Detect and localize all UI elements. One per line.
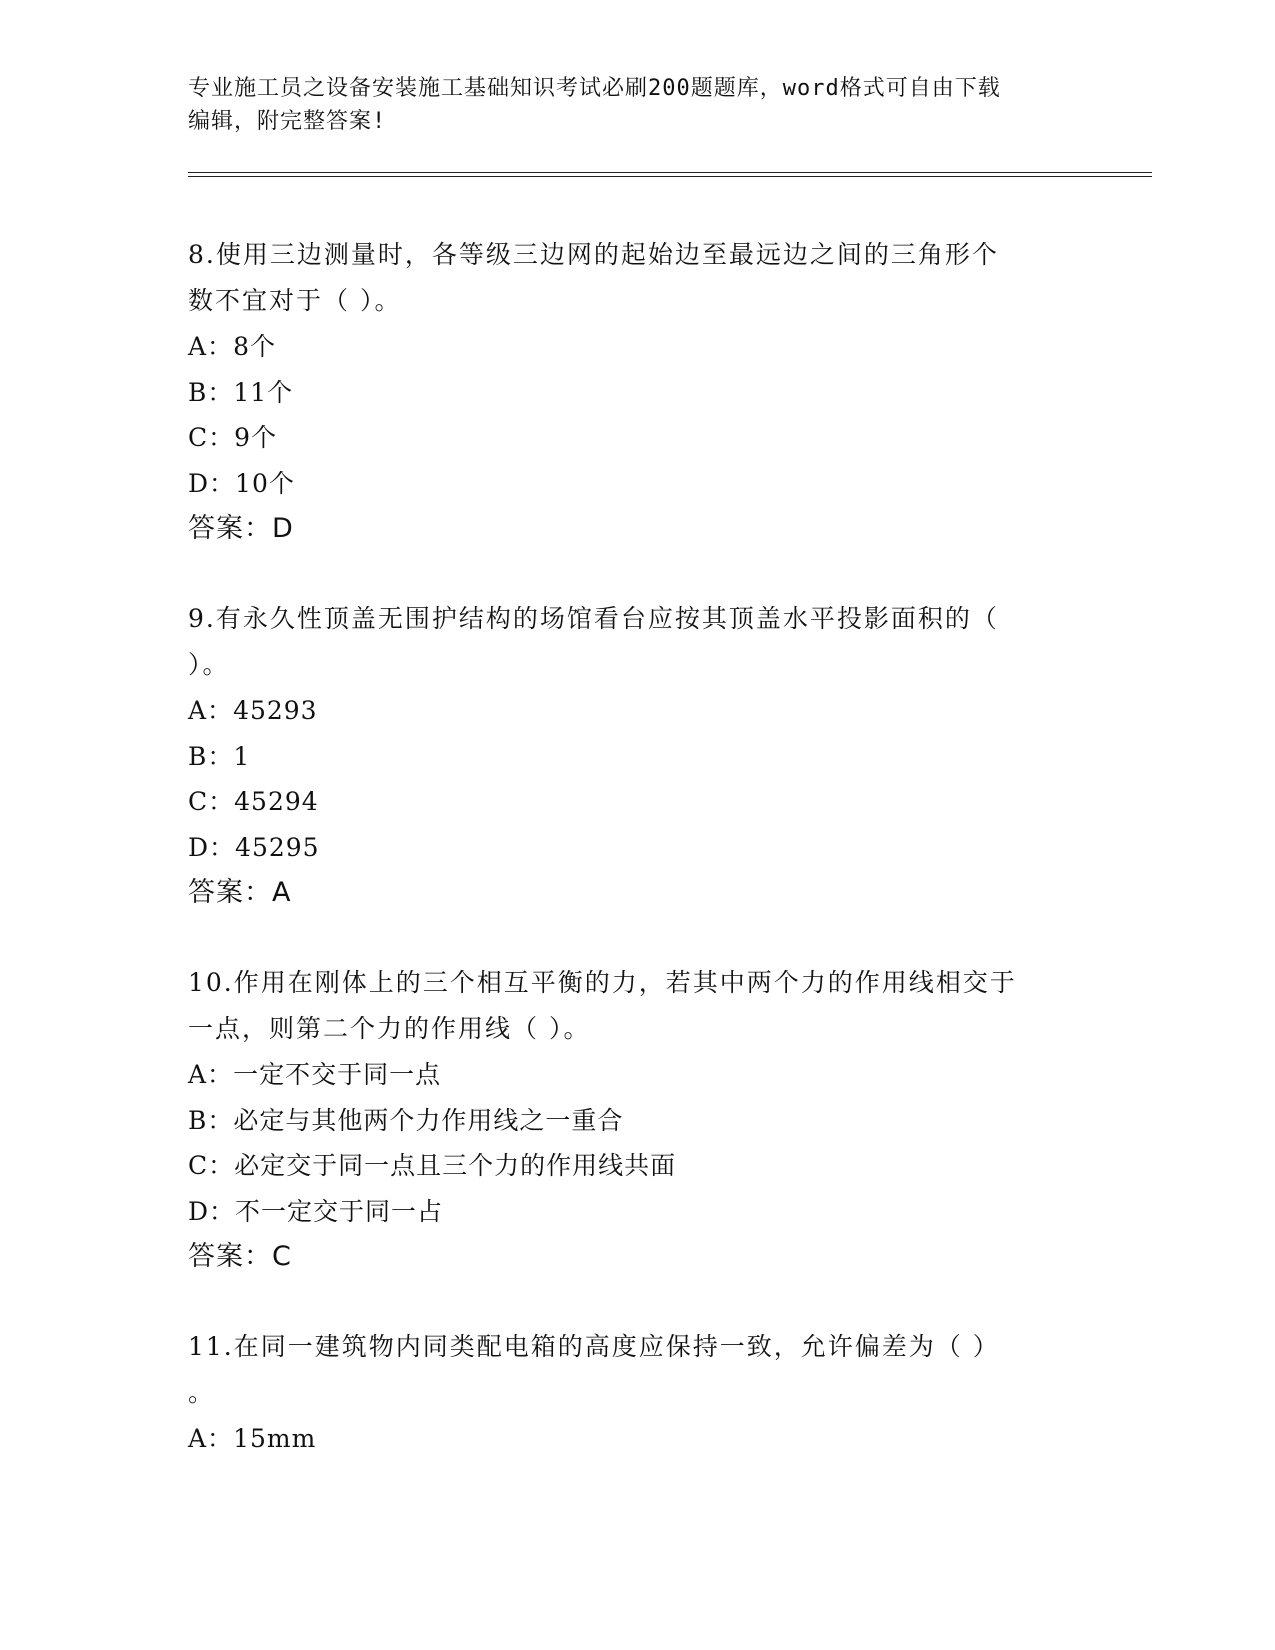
option-c [188,415,1088,461]
question-line: 9.有永久性顶盖无围护结构的场馆看台应按其顶盖水平投影面积的（ [188,604,999,633]
document-header [188,72,1068,138]
option-a [188,1052,1088,1098]
question-11 [188,1324,1088,1462]
option-key: B： [188,377,234,407]
option-text: 不一定交于同一占 [235,1196,444,1226]
question-text [188,960,1088,1052]
question-line: 数不宜对于（ ）。 [188,286,402,315]
option-key: D： [188,832,236,862]
option-key: D： [188,1196,236,1226]
option-text: 45295 [235,832,320,862]
option-text: 10个 [235,468,295,498]
question-list [188,232,1088,1506]
option-key: A： [188,332,234,361]
option-key: D： [188,468,236,498]
option-key: C： [188,787,235,816]
option-a [188,688,1088,734]
option-text: 11个 [233,377,294,407]
option-d [188,461,1088,507]
option-key: A： [188,1424,234,1453]
option-b [188,370,1088,416]
answer: 答案：C [188,1241,292,1272]
option-text: 9个 [234,423,278,452]
question-line: ）。 [188,650,230,679]
question-text [188,232,1088,324]
option-b [188,734,1088,780]
question-line: 11.在同一建筑物内同类配电箱的高度应保持一致，允许偏差为（ ） [188,1332,1000,1361]
question-line: 8.使用三边测量时，各等级三边网的起始边至最远边之间的三角形个 [188,240,999,269]
option-text: 1 [233,741,251,771]
option-key: A： [188,1060,234,1089]
option-text: 45294 [234,787,319,816]
question-text [188,1324,1088,1416]
option-text: 45293 [233,696,318,725]
option-c [188,779,1088,825]
question-line: 。 [188,1378,216,1407]
question-line: 10.作用在刚体上的三个相互平衡的力，若其中两个力的作用线相交于 [188,968,1017,997]
option-b [188,1098,1088,1144]
option-d [188,1189,1088,1235]
option-a [188,1416,1088,1462]
header-line-1: 专业施工员之设备安装施工基础知识考试必刷200题题库，word格式可自由下载 [188,76,1001,101]
option-d [188,825,1088,871]
option-text: 必定与其他两个力作用线之一重合 [233,1105,624,1135]
option-c [188,1143,1088,1189]
option-key: B： [188,741,234,771]
answer: 答案：D [188,513,294,544]
option-text: 一定不交于同一点 [233,1060,442,1089]
question-10 [188,960,1088,1280]
question-9 [188,596,1088,916]
option-text: 必定交于同一点且三个力的作用线共面 [234,1151,677,1180]
question-line: 一点，则第二个力的作用线（ ）。 [188,1014,591,1043]
option-key: A： [188,696,234,725]
option-text: 8个 [233,332,276,361]
option-key: B： [188,1105,234,1135]
option-text: 15mm [233,1424,317,1453]
header-rule-bottom [188,176,1152,177]
header-rule-top [188,172,1152,173]
option-key: C： [188,1151,235,1180]
option-key: C： [188,423,235,452]
answer: 答案：A [188,877,292,908]
question-8 [188,232,1088,552]
question-text [188,596,1088,688]
header-line-2: 编辑，附完整答案! [188,109,387,134]
option-a [188,324,1088,370]
